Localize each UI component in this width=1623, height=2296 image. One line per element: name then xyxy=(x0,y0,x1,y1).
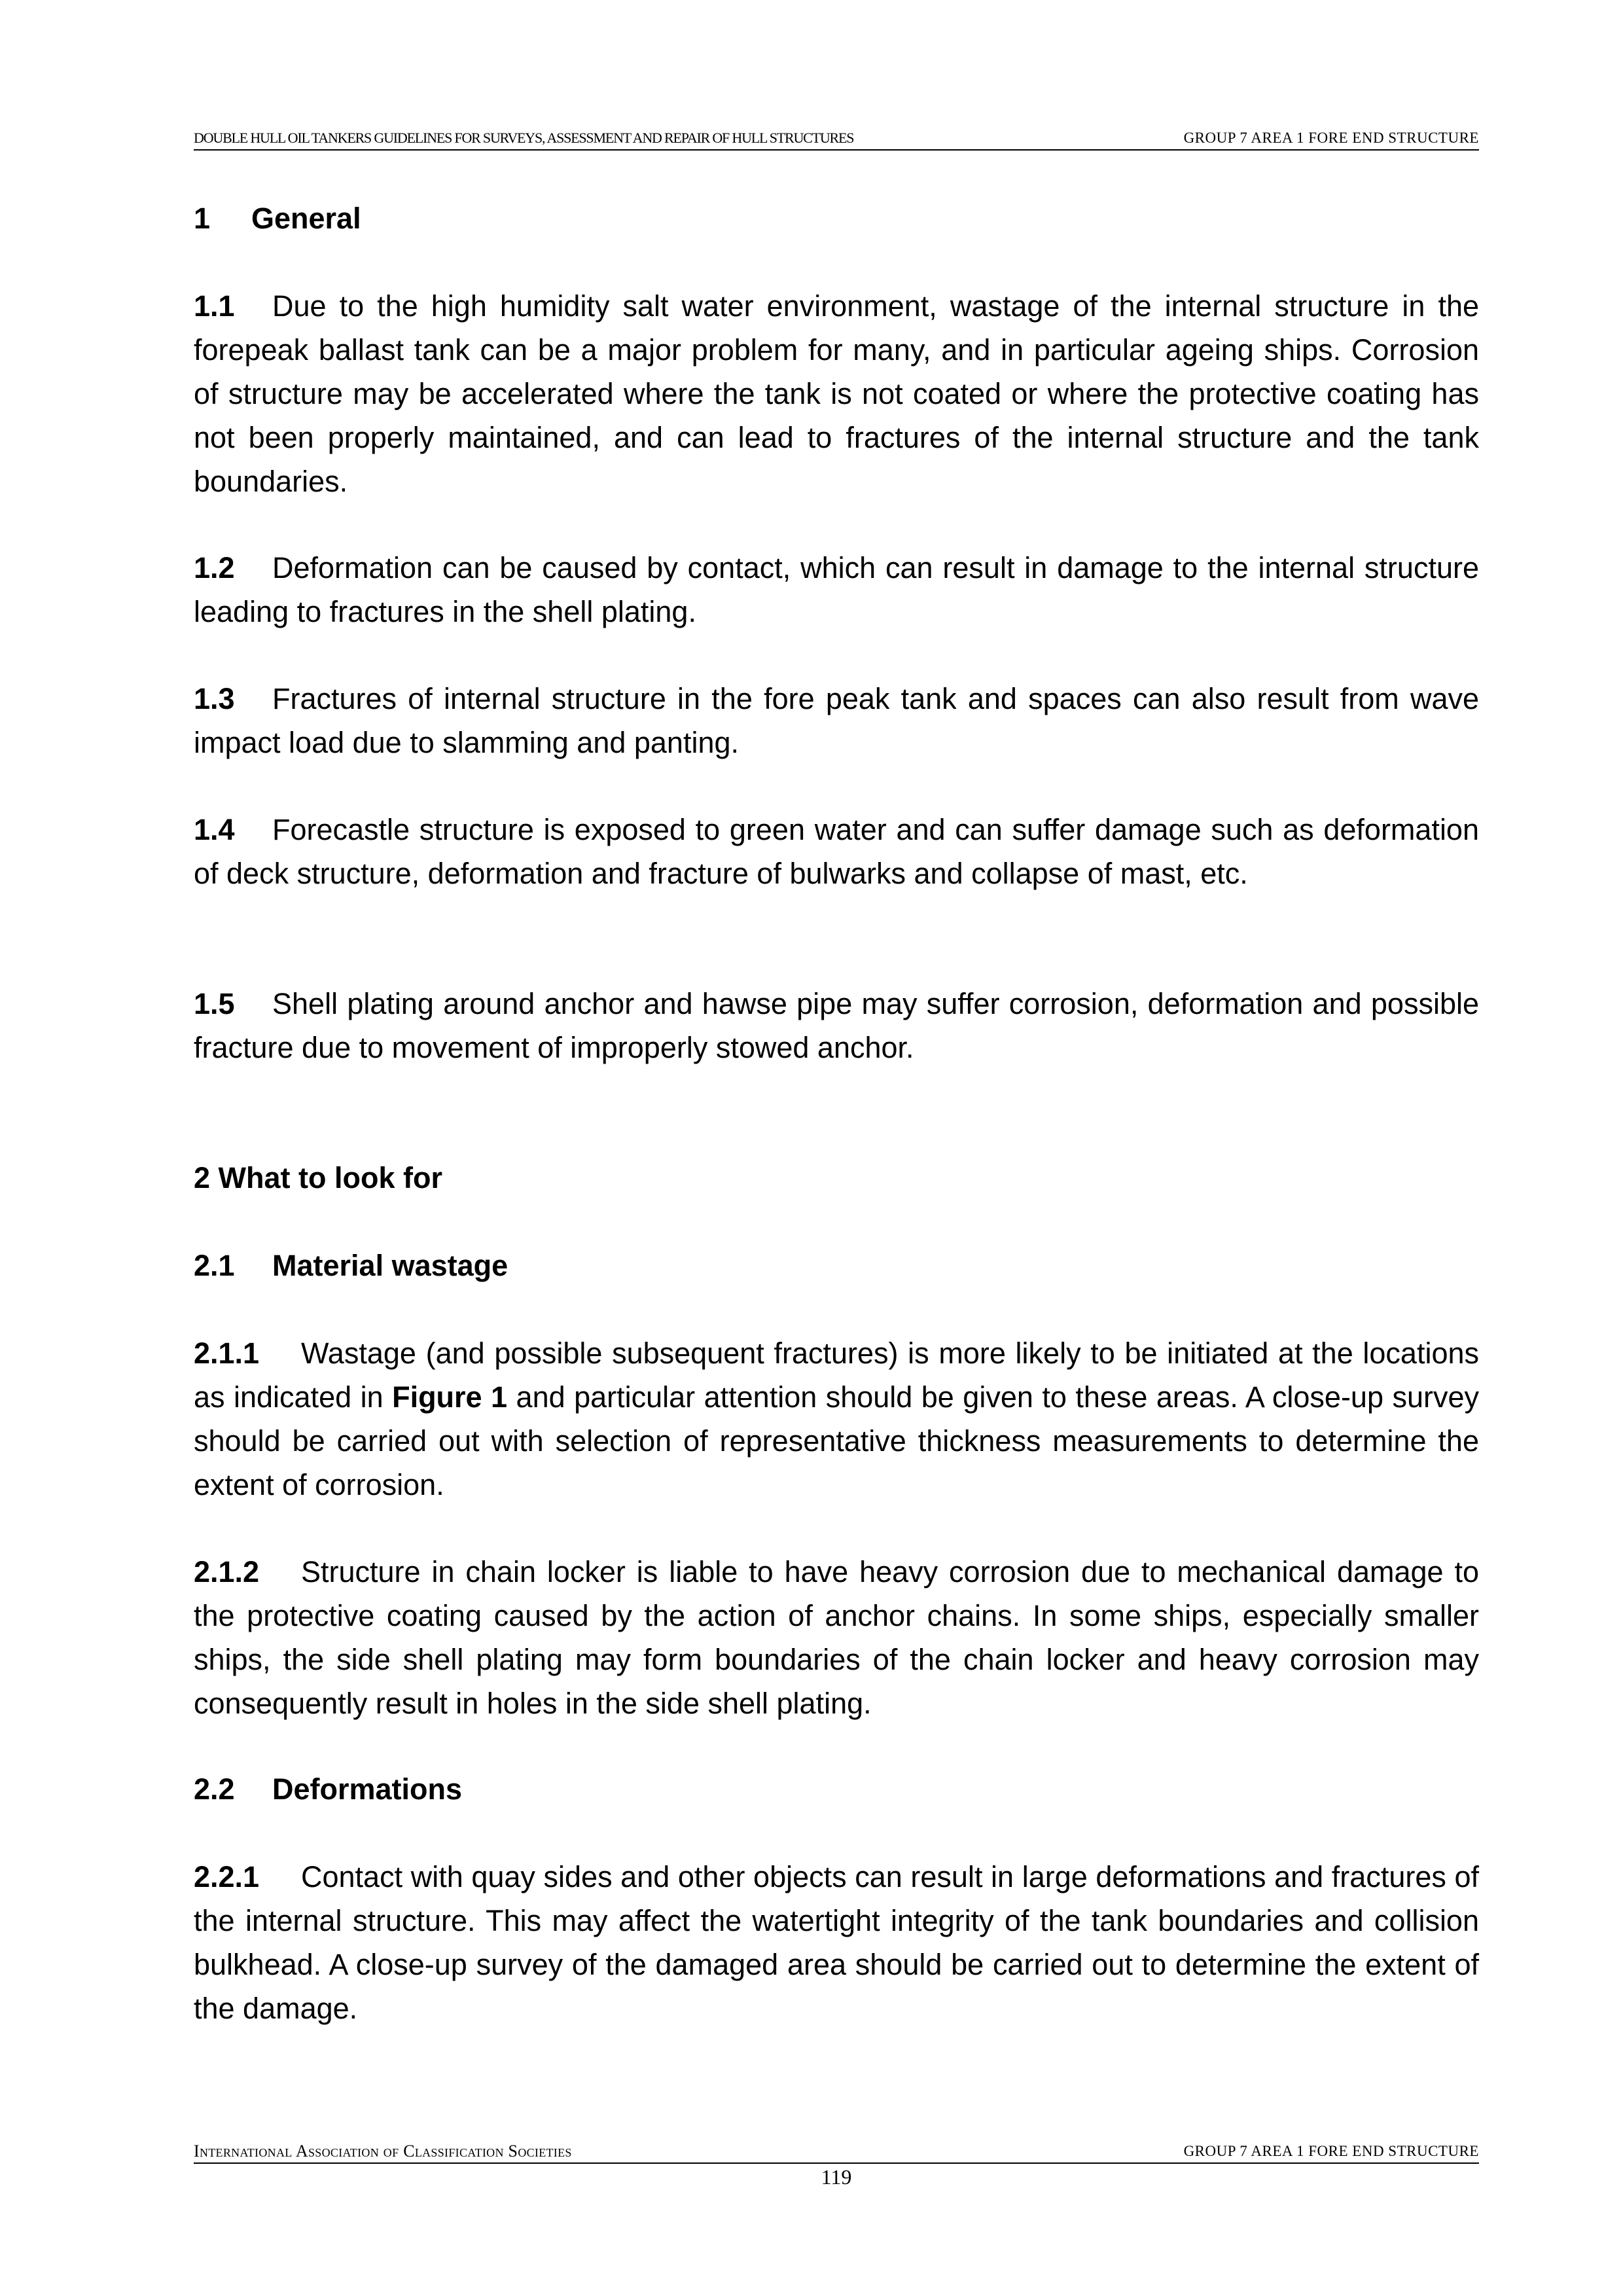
paragraph-1-3 xyxy=(194,677,1479,764)
subsection-2-2-heading xyxy=(194,1767,1479,1811)
footer-organization: International Association of Classification Societies xyxy=(194,2142,572,2161)
paragraph-text: Contact with quay sides and other objects can result in large deformations and fractures of the internal structure. This may affect the watertight integrity of the tank boundaries and collision bulkhead. A close-up survey of the damaged area should be carried out to determine the extent of the damage. xyxy=(194,1860,1479,2025)
paragraph-number: 1.4 xyxy=(194,813,235,846)
paragraph-text: Fractures of internal structure in the fore peak tank and spaces can also result from wave impact load due to slamming and panting. xyxy=(194,682,1479,759)
paragraph-2-1-1 xyxy=(194,1331,1479,1507)
subsection-number: 2.1 xyxy=(194,1249,235,1282)
section-1-title: General xyxy=(251,202,361,235)
running-header xyxy=(194,128,1479,151)
paragraph-2-1-2 xyxy=(194,1550,1479,1725)
paragraph-number: 1.1 xyxy=(194,289,235,323)
figure-reference: Figure 1 xyxy=(392,1380,508,1414)
running-footer xyxy=(194,2142,1479,2164)
paragraph-1-4 xyxy=(194,808,1479,895)
subsection-title: Deformations xyxy=(272,1772,463,1806)
section-1-heading xyxy=(194,196,1479,240)
paragraph-number: 1.3 xyxy=(194,682,235,715)
paragraph-text: Structure in chain locker is liable to have heavy corrosion due to mechanical damage to the protective coating caused by the action of anchor chains. In some ships, especially smaller ships, the side shell plating may form boundaries of the chain locker and heavy corrosion may consequently result in holes in the side shell plating. xyxy=(194,1555,1479,1720)
paragraph-1-2 xyxy=(194,546,1479,634)
paragraph-1-5 xyxy=(194,982,1479,1069)
subsection-title: Material wastage xyxy=(272,1249,508,1282)
paragraph-number: 1.5 xyxy=(194,987,235,1020)
paragraph-1-1 xyxy=(194,284,1479,503)
header-section-title: GROUP 7 AREA 1 FORE END STRUCTURE xyxy=(1183,130,1479,146)
footer-section-title: GROUP 7 AREA 1 FORE END STRUCTURE xyxy=(1183,2143,1479,2159)
section-1-number: 1 xyxy=(194,202,211,235)
paragraph-text-continued: and particular attention should be given to these areas. A close-up survey should be carried out with selection of representative thickness measurements to determine the extent of corrosion. xyxy=(194,1380,1479,1501)
paragraph-number: 2.2.1 xyxy=(194,1860,260,1893)
subsection-number: 2.2 xyxy=(194,1772,235,1806)
paragraph-2-2-1 xyxy=(194,1855,1479,2030)
subsection-2-1-heading xyxy=(194,1244,1479,1287)
page-number: 119 xyxy=(821,2165,852,2189)
paragraph-text: Wastage (and possible subsequent fractures) is more likely to be initiated at the locations as indicated in xyxy=(194,1336,1479,1414)
section-2-heading: 2 What to look for xyxy=(194,1161,442,1194)
paragraph-text: Forecastle structure is exposed to green water and can suffer damage such as deformation of deck structure, deformation and fracture of bulwarks and collapse of mast, etc. xyxy=(194,813,1479,890)
paragraph-number: 2.1.2 xyxy=(194,1555,260,1588)
paragraph-text: Due to the high humidity salt water environment, wastage of the internal structure in the forepeak ballast tank can be a major problem for many, and in particular ageing ships. Corrosion of structure may be accelerated where the tank is not coated or where the protective coating has not been properly maintained, and can lead to fractures of the internal structure and the tank boundaries. xyxy=(194,289,1479,498)
paragraph-text: Deformation can be caused by contact, which can result in damage to the internal structure leading to fractures in the shell plating. xyxy=(194,551,1479,628)
paragraph-text: Shell plating around anchor and hawse pipe may suffer corrosion, deformation and possible fracture due to movement of improperly stowed anchor. xyxy=(194,987,1479,1064)
paragraph-number: 2.1.1 xyxy=(194,1336,260,1370)
document-page xyxy=(194,0,1479,2296)
header-document-title: DOUBLE HULL OIL TANKERS GUIDELINES FOR SURVEYS, ASSESSMENT AND REPAIR OF HULL STRUCTURES xyxy=(194,130,854,146)
paragraph-number: 1.2 xyxy=(194,551,235,584)
